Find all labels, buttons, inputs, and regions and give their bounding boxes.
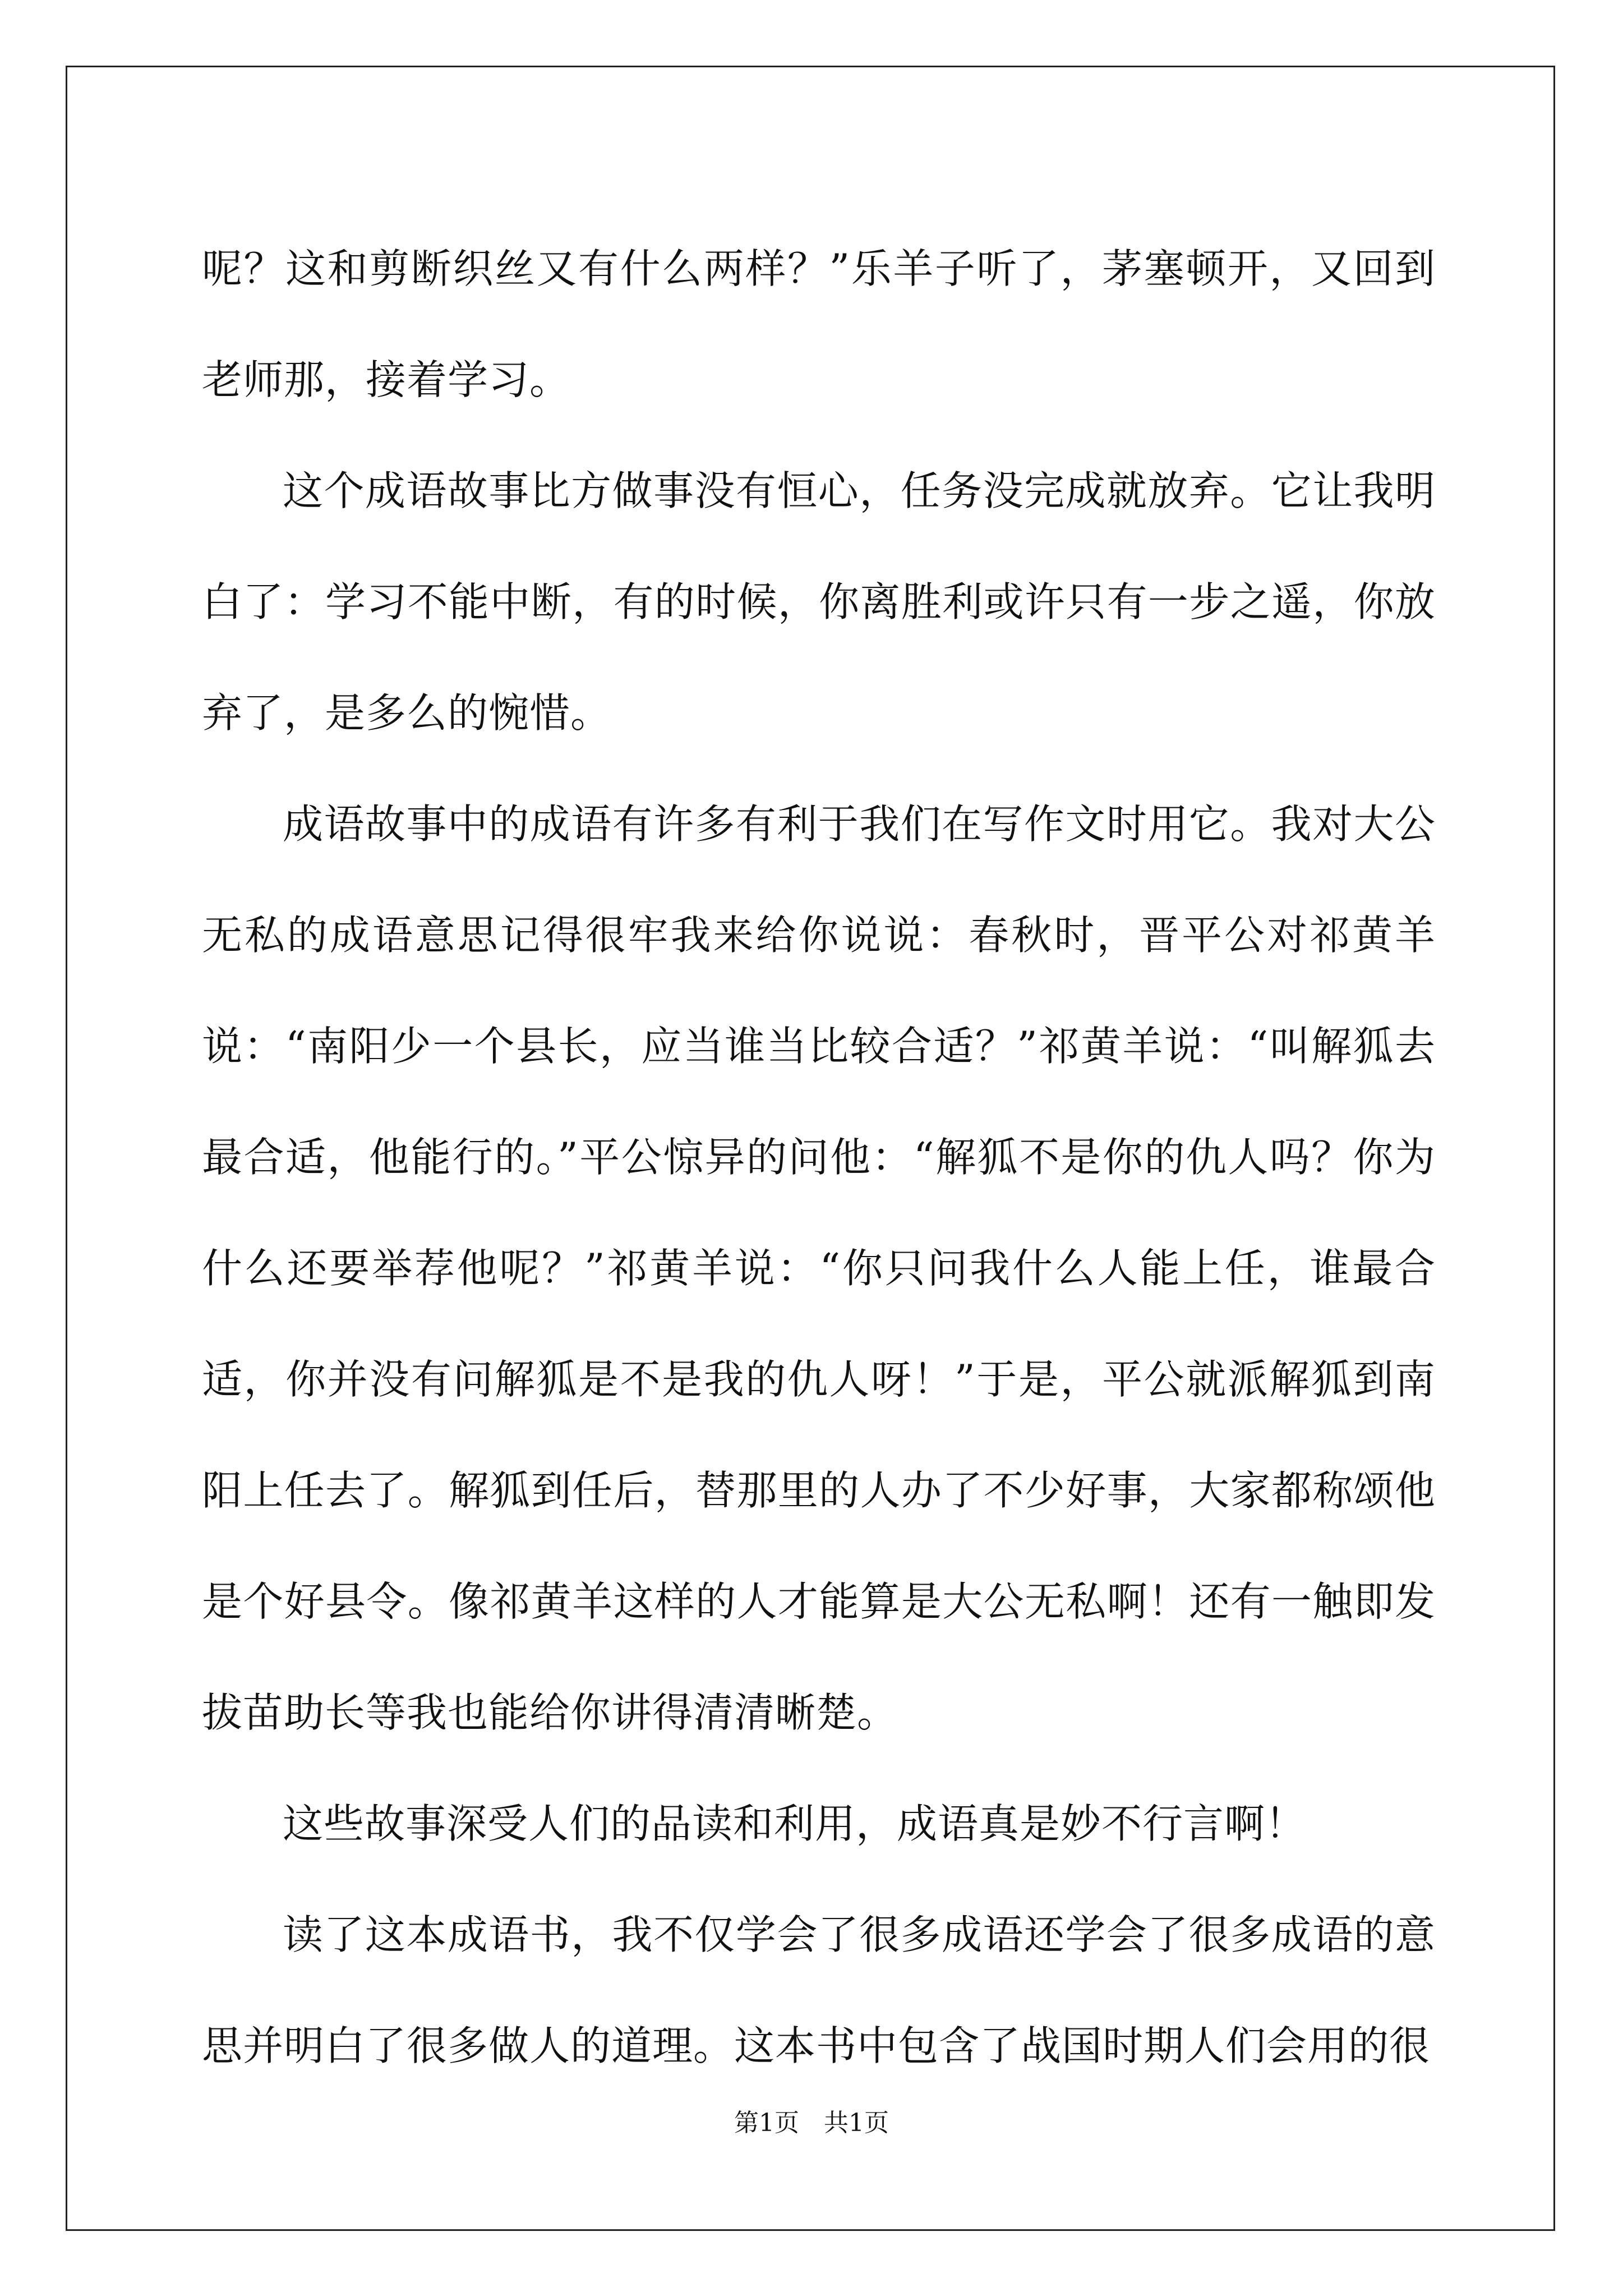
paragraph-1: 呢？这和剪断织丝又有什么两样？”乐羊子听了，茅塞顿开，又回到老师那，接着学习。 [202, 245, 1436, 403]
paragraph-3: 成语故事中的成语有许多有利于我们在写作文时用它。我对大公无私的成语意思记得很牢我来给你说说：春秋时，晋平公对祁黄羊说：“南阳少一个县长，应当谁当比较合适？”祁黄羊说：“叫解狐去最合适，他能行的。”平公惊异的问他：“解狐不是你的仇人吗？你为什么还要举荐他呢？”祁黄羊说：“你只问我什么人能上任，谁最合适，你并没有问解狐是不是我的仇人呀！”于是，平公就派解狐到南阳上任去了。解狐到任后，替那里的人办了不少好事，大家都称颂他是个好县令。像祁黄羊这样的人才能算是大公无私啊！还有一触即发拔苗助长等我也能给你讲得清清晰楚。 [202, 800, 1436, 1736]
paragraph-4: 这些故事深受人们的品读和利用，成语真是妙不行言啊！ [283, 1800, 1307, 1847]
document-body [202, 213, 1436, 2101]
paragraph-2: 这个成语故事比方做事没有恒心，任务没完成就放弃。它让我明白了：学习不能中断，有的时候，你离胜利或许只有一步之遥，你放弃了，是多么的惋惜。 [202, 467, 1436, 737]
paragraph-5: 读了这本成语书，我不仅学会了很多成语还学会了很多成语的意思并明白了很多做人的道理。这本书中包含了战国时期人们会用的很 [202, 1911, 1436, 2069]
page-footer: 第1页 共1页 [734, 2109, 889, 2137]
